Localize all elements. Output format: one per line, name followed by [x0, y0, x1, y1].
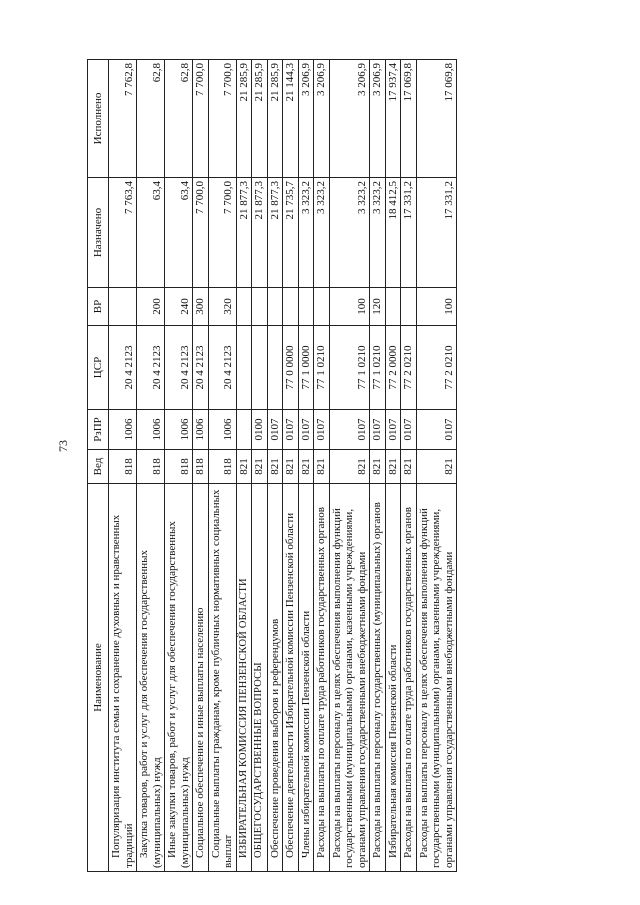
cell-ispolneno: 17 937,4: [385, 60, 401, 178]
table-row: [208, 60, 236, 872]
cell-ispolneno: 21 285,9: [252, 60, 268, 178]
cell-naznacheno: 3 323,2: [329, 178, 370, 288]
cell-ispolneno: 7 762,8: [109, 60, 137, 178]
cell-name: [267, 484, 283, 872]
header-ispolneno: Исполнено: [88, 60, 109, 178]
cell-vr: [314, 288, 330, 326]
cell-name: [401, 484, 417, 872]
table-row: [137, 60, 165, 872]
cell-ved: 821: [283, 450, 299, 484]
cell-vr: 300: [193, 288, 209, 326]
header-rzpr: РзПР: [88, 410, 109, 450]
cell-vr: 240: [165, 288, 193, 326]
cell-csr: [267, 326, 283, 410]
cell-naznacheno: 3 323,2: [298, 178, 314, 288]
cell-rzpr: 1006: [137, 410, 165, 450]
table-row: [267, 60, 283, 872]
cell-ispolneno: 21 144,3: [283, 60, 299, 178]
row-name-text: Обеспечение деятельности Избирательной комиссии Пензенской области: [284, 512, 296, 858]
cell-vr: [283, 288, 299, 326]
cell-rzpr: 0107: [329, 410, 370, 450]
cell-rzpr: 0107: [283, 410, 299, 450]
cell-ved: 821: [267, 450, 283, 484]
cell-vr: [109, 288, 137, 326]
cell-naznacheno: 17 331,2: [401, 178, 417, 288]
cell-naznacheno: 7 763,4: [109, 178, 137, 288]
cell-vr: 200: [137, 288, 165, 326]
cell-csr: 77 1 0210: [314, 326, 330, 410]
table-row: [314, 60, 330, 872]
cell-rzpr: 1006: [109, 410, 137, 450]
table-row: [193, 60, 209, 872]
cell-vr: 120: [370, 288, 386, 326]
row-name-text: ОБЩЕГОСУДАРСТВЕННЫЕ ВОПРОСЫ: [253, 662, 264, 858]
table-row: [252, 60, 268, 872]
cell-csr: 20 4 2123: [193, 326, 209, 410]
cell-vr: [267, 288, 283, 326]
row-name-text: Расходы на выплаты по оплате труда работников государственных органов: [315, 507, 327, 858]
cell-rzpr: 0100: [252, 410, 268, 450]
cell-ved: 818: [208, 450, 236, 484]
budget-table: [87, 59, 457, 872]
cell-csr: [252, 326, 268, 410]
cell-rzpr: 1006: [193, 410, 209, 450]
cell-rzpr: 0107: [314, 410, 330, 450]
cell-naznacheno: 18 412,5: [385, 178, 401, 288]
cell-name: [208, 484, 236, 872]
cell-ved: 821: [329, 450, 370, 484]
table-row: [329, 60, 370, 872]
cell-naznacheno: 21 877,3: [236, 178, 252, 288]
cell-name: [370, 484, 386, 872]
cell-name: [109, 484, 137, 872]
table-row: [165, 60, 193, 872]
cell-ispolneno: 62,8: [137, 60, 165, 178]
cell-naznacheno: 21 877,3: [252, 178, 268, 288]
cell-naznacheno: 63,4: [165, 178, 193, 288]
cell-csr: 77 2 0000: [385, 326, 401, 410]
row-name-text: Популяризация института семьи и сохранение духовных и нравственных традиций: [110, 514, 135, 868]
cell-name: [283, 484, 299, 872]
row-name-text: Расходы на выплаты персоналу в целях обеспечения выполнения функций государственными (муниципальными) органами, казенными учреждениями, органами управления государственными внебюджетными фондами: [417, 508, 455, 868]
cell-ispolneno: 62,8: [165, 60, 193, 178]
header-csr: ЦСР: [88, 326, 109, 410]
cell-csr: 20 4 2123: [109, 326, 137, 410]
cell-ispolneno: 21 285,9: [236, 60, 252, 178]
cell-naznacheno: 17 331,2: [416, 178, 457, 288]
cell-csr: [236, 326, 252, 410]
row-name-text: Закупка товаров, работ и услуг для обеспечения государственных (муниципальных) нужд: [138, 549, 163, 868]
cell-name: [165, 484, 193, 872]
row-name-text: Обеспечение проведения выборов и референдумов: [268, 618, 281, 858]
header-naznacheno: Назначено: [88, 178, 109, 288]
cell-ispolneno: 21 285,9: [267, 60, 283, 178]
header-vr: ВР: [88, 288, 109, 326]
cell-vr: 320: [208, 288, 236, 326]
cell-ved: 821: [370, 450, 386, 484]
page-number: 73: [56, 440, 70, 452]
cell-csr: 77 2 0210: [401, 326, 417, 410]
cell-rzpr: 1006: [208, 410, 236, 450]
cell-name: [416, 484, 457, 872]
cell-rzpr: 0107: [298, 410, 314, 450]
cell-csr: 77 2 0210: [416, 326, 457, 410]
cell-vr: [298, 288, 314, 326]
cell-ispolneno: 3 206,9: [298, 60, 314, 178]
table-row: [109, 60, 137, 872]
cell-ved: 821: [236, 450, 252, 484]
header-ved: Вед: [88, 450, 109, 484]
cell-csr: 20 4 2123: [208, 326, 236, 410]
cell-ispolneno: 3 206,9: [314, 60, 330, 178]
cell-csr: 20 4 2123: [137, 326, 165, 410]
cell-csr: 20 4 2123: [165, 326, 193, 410]
row-name-text: Социальные выплаты гражданам, кроме публичных нормативных социальных выплат: [209, 489, 234, 868]
cell-name: [137, 484, 165, 872]
row-name-text: Расходы на выплаты персоналу в целях обеспечения выполнения функций государственными (муниципальными) органами, казенными учреждениями, органами управления государственными внебюджетными фондами: [330, 508, 368, 868]
row-name-text: Расходы на выплаты персоналу государственных (муниципальных) органов: [371, 502, 383, 858]
cell-ispolneno: 3 206,9: [370, 60, 386, 178]
cell-naznacheno: 63,4: [137, 178, 165, 288]
cell-rzpr: 0107: [416, 410, 457, 450]
cell-vr: 100: [416, 288, 457, 326]
cell-ved: 821: [252, 450, 268, 484]
cell-naznacheno: 3 323,2: [370, 178, 386, 288]
cell-ved: 821: [385, 450, 401, 484]
cell-csr: 77 0 0000: [283, 326, 299, 410]
cell-name: [252, 484, 268, 872]
cell-vr: [385, 288, 401, 326]
cell-ved: 818: [193, 450, 209, 484]
table-header-row: [88, 60, 109, 872]
cell-csr: 77 1 0210: [329, 326, 370, 410]
cell-ved: 818: [137, 450, 165, 484]
cell-naznacheno: 7 700,0: [208, 178, 236, 288]
table-row: [370, 60, 386, 872]
cell-ispolneno: 7 700,0: [193, 60, 209, 178]
cell-naznacheno: 21 735,7: [283, 178, 299, 288]
row-name-text: Иные закупки товаров, работ и услуг для обеспечения государственных (муниципальных) нужд: [166, 521, 191, 868]
table-row: [298, 60, 314, 872]
cell-vr: 100: [329, 288, 370, 326]
cell-ispolneno: 7 700,0: [208, 60, 236, 178]
cell-name: [236, 484, 252, 872]
row-name-text: ИЗБИРАТЕЛЬНАЯ КОМИССИЯ ПЕНЗЕНСКОЙ ОБЛАСТИ: [237, 578, 249, 858]
cell-ispolneno: 3 206,9: [329, 60, 370, 178]
cell-naznacheno: 3 323,2: [314, 178, 330, 288]
table-row: [401, 60, 417, 872]
cell-rzpr: [236, 410, 252, 450]
cell-csr: 77 1 0000: [298, 326, 314, 410]
cell-name: [314, 484, 330, 872]
budget-table-sheet: [87, 60, 457, 872]
cell-rzpr: 1006: [165, 410, 193, 450]
header-name: Наименование: [88, 484, 109, 872]
table-row: [385, 60, 401, 872]
row-name-text: Расходы на выплаты по оплате труда работников государственных органов: [402, 507, 414, 858]
cell-vr: [236, 288, 252, 326]
cell-ved: 821: [314, 450, 330, 484]
row-name-text: Избирательная комиссия Пензенской области: [386, 644, 399, 858]
cell-rzpr: 0107: [267, 410, 283, 450]
cell-rzpr: 0107: [385, 410, 401, 450]
cell-name: [329, 484, 370, 872]
cell-vr: [252, 288, 268, 326]
cell-csr: 77 1 0210: [370, 326, 386, 410]
cell-name: [385, 484, 401, 872]
cell-naznacheno: 21 877,3: [267, 178, 283, 288]
cell-name: [298, 484, 314, 872]
cell-vr: [401, 288, 417, 326]
cell-ispolneno: 17 069,8: [416, 60, 457, 178]
table-row: [416, 60, 457, 872]
table-row: [236, 60, 252, 872]
table-body: [109, 60, 457, 872]
cell-ved: 821: [416, 450, 457, 484]
cell-name: [193, 484, 209, 872]
cell-ved: 821: [401, 450, 417, 484]
cell-ved: 821: [298, 450, 314, 484]
cell-ved: 818: [109, 450, 137, 484]
cell-naznacheno: 7 700,0: [193, 178, 209, 288]
cell-ved: 818: [165, 450, 193, 484]
cell-rzpr: 0107: [401, 410, 417, 450]
table-row: [283, 60, 299, 872]
cell-ispolneno: 17 069,8: [401, 60, 417, 178]
row-name-text: Члены избирательной комиссии Пензенской области: [299, 610, 312, 858]
cell-rzpr: 0107: [370, 410, 386, 450]
row-name-text: Социальное обеспечение и иные выплаты населению: [194, 607, 206, 858]
